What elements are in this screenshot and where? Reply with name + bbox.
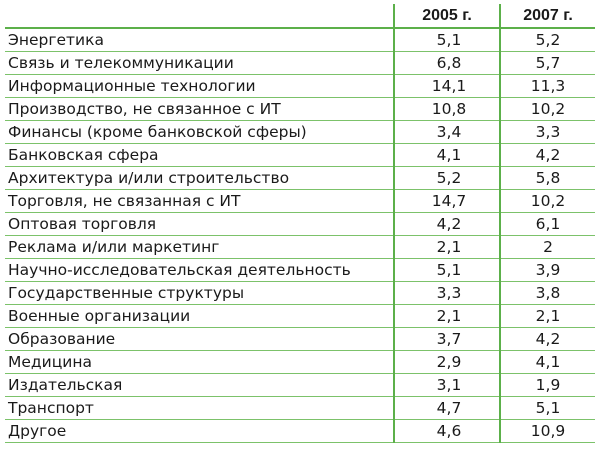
table-row [5, 167, 595, 190]
row-value-2007: 5,2 [500, 28, 595, 52]
row-category-label: Транспорт [5, 397, 394, 420]
row-category-label: Банковская сфера [5, 144, 394, 167]
row-value-2007: 6,1 [500, 213, 595, 236]
table-header [5, 4, 595, 28]
table-row [5, 351, 595, 374]
table-row [5, 397, 595, 420]
row-value-2005: 6,8 [394, 52, 500, 75]
industry-share-table [5, 4, 595, 443]
row-value-2007: 5,8 [500, 167, 595, 190]
column-header-category [5, 4, 394, 28]
row-category-label: Научно-исследовательская деятельность [5, 259, 394, 282]
row-value-2007: 3,8 [500, 282, 595, 305]
row-value-2007: 5,7 [500, 52, 595, 75]
row-value-2007: 2 [500, 236, 595, 259]
table-row [5, 75, 595, 98]
row-value-2007: 10,2 [500, 98, 595, 121]
header-row [5, 4, 595, 28]
row-value-2005: 10,8 [394, 98, 500, 121]
row-value-2005: 14,1 [394, 75, 500, 98]
row-value-2007: 1,9 [500, 374, 595, 397]
row-value-2005: 2,1 [394, 305, 500, 328]
row-value-2005: 4,1 [394, 144, 500, 167]
table-body [5, 28, 595, 443]
table-row [5, 52, 595, 75]
row-value-2007: 2,1 [500, 305, 595, 328]
table-row [5, 144, 595, 167]
table-row [5, 190, 595, 213]
row-category-label: Реклама и/или маркетинг [5, 236, 394, 259]
row-value-2005: 2,1 [394, 236, 500, 259]
row-value-2007: 5,1 [500, 397, 595, 420]
row-value-2007: 3,3 [500, 121, 595, 144]
row-value-2005: 2,9 [394, 351, 500, 374]
column-header-2005: 2005 г. [394, 4, 500, 28]
row-value-2005: 3,4 [394, 121, 500, 144]
row-value-2005: 3,1 [394, 374, 500, 397]
table-row [5, 213, 595, 236]
row-category-label: Торговля, не связанная с ИТ [5, 190, 394, 213]
row-value-2005: 3,3 [394, 282, 500, 305]
row-category-label: Издательская [5, 374, 394, 397]
row-value-2005: 3,7 [394, 328, 500, 351]
row-value-2007: 4,1 [500, 351, 595, 374]
table-row [5, 28, 595, 52]
row-category-label: Производство, не связанное с ИТ [5, 98, 394, 121]
row-category-label: Информационные технологии [5, 75, 394, 98]
table-row [5, 420, 595, 443]
table-row [5, 305, 595, 328]
row-category-label: Энергетика [5, 28, 394, 52]
row-category-label: Оптовая торговля [5, 213, 394, 236]
industry-share-table-container [5, 4, 595, 443]
row-value-2007: 11,3 [500, 75, 595, 98]
row-category-label: Финансы (кроме банковской сферы) [5, 121, 394, 144]
row-category-label: Образование [5, 328, 394, 351]
row-value-2005: 4,2 [394, 213, 500, 236]
row-value-2007: 10,2 [500, 190, 595, 213]
row-value-2005: 4,7 [394, 397, 500, 420]
row-value-2005: 5,1 [394, 259, 500, 282]
table-row [5, 282, 595, 305]
column-header-2007: 2007 г. [500, 4, 595, 28]
row-category-label: Архитектура и/или строительство [5, 167, 394, 190]
table-row [5, 98, 595, 121]
row-category-label: Военные организации [5, 305, 394, 328]
row-category-label: Государственные структуры [5, 282, 394, 305]
row-value-2005: 5,1 [394, 28, 500, 52]
row-category-label: Медицина [5, 351, 394, 374]
row-value-2005: 4,6 [394, 420, 500, 443]
row-value-2007: 4,2 [500, 328, 595, 351]
row-value-2005: 5,2 [394, 167, 500, 190]
table-row [5, 374, 595, 397]
table-row [5, 236, 595, 259]
table-row [5, 328, 595, 351]
row-value-2007: 4,2 [500, 144, 595, 167]
row-category-label: Другое [5, 420, 394, 443]
table-row [5, 121, 595, 144]
table-row [5, 259, 595, 282]
row-category-label: Связь и телекоммуникации [5, 52, 394, 75]
row-value-2005: 14,7 [394, 190, 500, 213]
row-value-2007: 3,9 [500, 259, 595, 282]
row-value-2007: 10,9 [500, 420, 595, 443]
